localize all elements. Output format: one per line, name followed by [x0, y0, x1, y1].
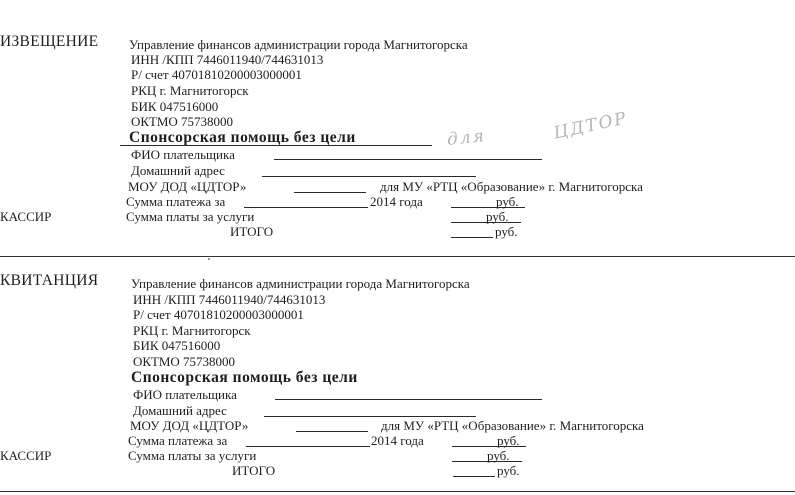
settlement-account: Р/ счет 40701810200003000001 — [133, 307, 304, 322]
receipt-heading: КВИТАНЦИЯ — [0, 272, 99, 289]
handwritten-note-org: ЦДТОР — [551, 108, 630, 144]
payment-sum-label: Сумма платежа за — [128, 433, 228, 448]
payment-period-field[interactable] — [244, 207, 368, 208]
payer-name-label: ФИО плательщика — [133, 387, 237, 402]
for-org-label: для МУ «РТЦ «Образование» г. Магнитогорска — [380, 179, 643, 194]
org-field[interactable] — [296, 431, 368, 432]
recipient-name: Управление финансов администрации города Магнитогорска — [131, 276, 470, 291]
total-currency: руб. — [495, 224, 518, 239]
payment-currency: руб. — [497, 433, 520, 448]
payer-name-field[interactable] — [274, 159, 542, 160]
total-field[interactable] — [451, 237, 493, 238]
service-fee-label: Сумма платы за услуги — [126, 209, 255, 224]
payment-purpose: Спонсорская помощь без цели — [129, 129, 356, 146]
payment-sum-label: Сумма платежа за — [126, 194, 226, 209]
rkc: РКЦ г. Магнитогорск — [131, 83, 249, 98]
bottom-edge-line — [0, 491, 795, 492]
handwritten-note-for: для — [446, 126, 487, 150]
payer-name-label: ФИО плательщика — [131, 147, 235, 162]
inn-kpp: ИНН /КПП 7446011940/744631013 — [131, 52, 324, 67]
total-currency: руб. — [497, 463, 520, 478]
bik: БИК 047516000 — [131, 99, 219, 114]
org-label: МОУ ДОД «ЦДТОР» — [130, 418, 249, 433]
total-label: ИТОГО — [232, 463, 276, 478]
section-divider — [0, 256, 795, 257]
scan-speck — [208, 258, 210, 260]
service-fee-label: Сумма платы за услуги — [128, 448, 257, 463]
payment-currency: руб. — [496, 194, 519, 209]
org-label: МОУ ДОД «ЦДТОР» — [128, 179, 247, 194]
recipient-name: Управление финансов администрации города Магнитогорска — [129, 37, 468, 52]
for-org-label: для МУ «РТЦ «Образование» г. Магнитогорска — [381, 418, 644, 433]
receipt-section — [0, 262, 795, 495]
payer-name-field[interactable] — [275, 399, 542, 400]
payment-period-field[interactable] — [246, 446, 370, 447]
oktmo: ОКТМО 75738000 — [133, 354, 236, 369]
settlement-account: Р/ счет 40701810200003000001 — [131, 67, 302, 82]
total-label: ИТОГО — [230, 224, 274, 239]
org-field[interactable] — [294, 192, 366, 193]
year-label: 2014 года — [370, 194, 423, 209]
rkc: РКЦ г. Магнитогорск — [133, 323, 251, 338]
bik: БИК 047516000 — [133, 338, 221, 353]
service-fee-currency: руб. — [487, 448, 510, 463]
home-address-label: Домашний адрес — [133, 403, 227, 418]
oktmo: ОКТМО 75738000 — [131, 114, 234, 129]
service-fee-currency: руб. — [486, 209, 509, 224]
year-label: 2014 года — [371, 433, 424, 448]
inn-kpp: ИНН /КПП 7446011940/744631013 — [133, 292, 326, 307]
payment-purpose: Спонсорская помощь без цели — [131, 369, 358, 386]
cashier-label: КАССИР — [0, 448, 52, 463]
total-field[interactable] — [453, 476, 495, 477]
home-address-label: Домашний адрес — [131, 163, 225, 178]
home-address-field[interactable] — [264, 416, 476, 417]
home-address-field[interactable] — [262, 176, 476, 177]
purpose-underline — [120, 145, 432, 146]
notice-heading: ИЗВЕЩЕНИЕ — [0, 33, 99, 50]
cashier-label: КАССИР — [0, 209, 52, 224]
